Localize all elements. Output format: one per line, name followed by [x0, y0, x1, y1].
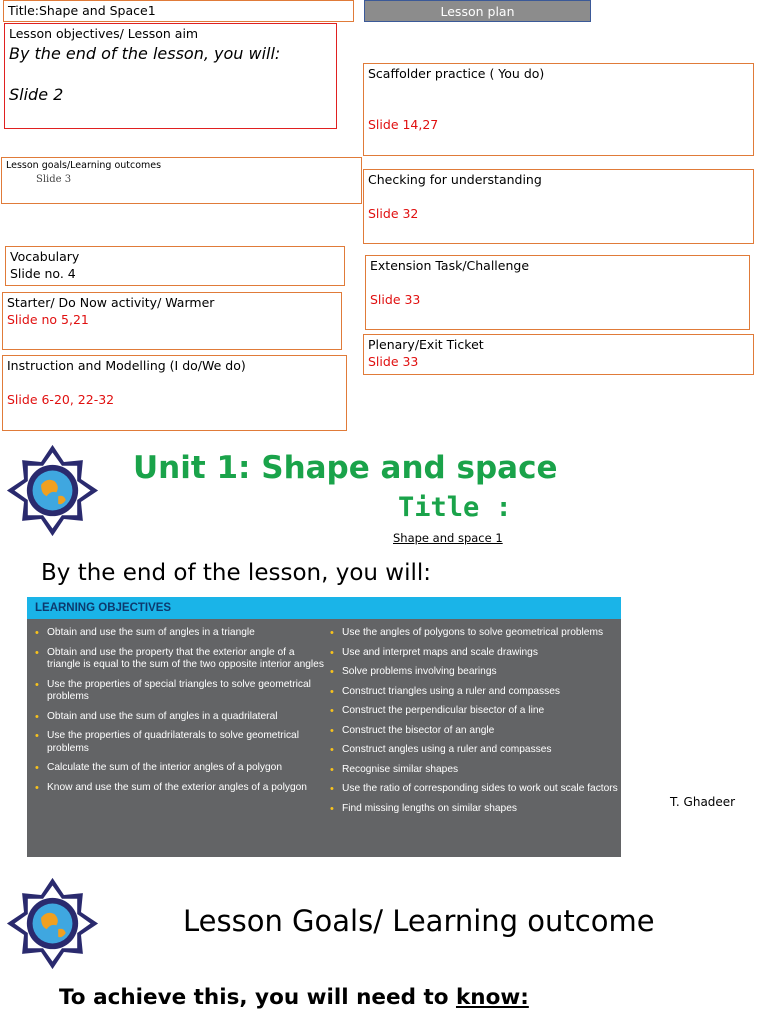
list-item: • Calculate the sum of the interior angles of a polygon	[35, 762, 325, 775]
objectives-box	[4, 23, 337, 129]
title-subtitle: Shape and space 1	[393, 531, 503, 545]
instruction-box	[2, 355, 347, 431]
extension-slide: Slide 33	[370, 291, 421, 307]
plenary-label: Plenary/Exit Ticket	[368, 337, 484, 352]
list-item: • Obtain and use the sum of angles in a triangle	[35, 627, 325, 640]
list-item: • Construct angles using a ruler and compasses	[330, 744, 618, 757]
scaffolder-label: Scaffolder practice ( You do)	[368, 66, 545, 81]
objectives-slide: Slide 2	[9, 85, 64, 105]
title-text: Title:Shape and Space1	[8, 3, 156, 18]
goals-title: Lesson Goals/ Learning outcome	[183, 904, 655, 938]
unit-title: Unit 1: Shape and space	[133, 450, 558, 486]
list-item: • Use and interpret maps and scale drawings	[330, 647, 618, 660]
list-item: • Recognise similar shapes	[330, 764, 618, 777]
objectives-line1: By the end of the lesson, you will:	[9, 43, 281, 63]
lesson-plan-button[interactable]: Lesson plan	[364, 0, 591, 22]
objectives-label: Lesson objectives/ Lesson aim	[9, 26, 199, 41]
starter-slide: Slide no 5,21	[7, 311, 89, 327]
learning-objectives-heading: LEARNING OBJECTIVES	[27, 597, 621, 619]
list-item: • Solve problems involving bearings	[330, 666, 618, 679]
goals-slide: Slide 3	[36, 173, 72, 185]
learning-objectives-panel	[27, 597, 621, 857]
scaffolder-box	[363, 63, 754, 156]
starter-box	[2, 292, 342, 350]
list-item: • Use the ratio of corresponding sides to work out scale factors	[330, 783, 618, 796]
title-box	[3, 0, 354, 22]
list-item: • Know and use the sum of the exterior angles of a polygon	[35, 782, 325, 795]
achieve-know: know:	[455, 985, 529, 1010]
list-item: • Obtain and use the sum of angles in a quadrilateral	[35, 711, 325, 724]
list-item: • Construct the bisector of an angle	[330, 725, 618, 738]
achieve-text	[59, 985, 529, 1010]
scaffolder-slide: Slide 14,27	[368, 116, 439, 132]
list-item: • Use the properties of quadrilaterals to solve geometrical problems	[35, 730, 325, 755]
list-item: • Construct the perpendicular bisector of a line	[330, 705, 618, 718]
starter-label: Starter/ Do Now activity/ Warmer	[7, 295, 215, 310]
by-end-heading: By the end of the lesson, you will:	[41, 560, 432, 586]
school-logo-icon	[5, 876, 100, 971]
checking-box	[363, 169, 754, 244]
vocabulary-box	[5, 246, 345, 286]
objectives-right-column	[330, 627, 618, 822]
extension-label: Extension Task/Challenge	[370, 258, 530, 273]
goals-box	[1, 157, 362, 204]
instruction-slide: Slide 6-20, 22-32	[7, 391, 115, 407]
school-logo-icon	[5, 443, 100, 538]
objectives-left-column	[35, 627, 325, 801]
goals-label: Lesson goals/Learning outcomes	[6, 160, 162, 171]
teacher-name: T. Ghadeer	[670, 795, 736, 809]
checking-label: Checking for understanding	[368, 172, 542, 187]
plenary-box	[363, 334, 754, 375]
instruction-label: Instruction and Modelling (I do/We do)	[7, 358, 246, 373]
vocabulary-label: Vocabulary	[10, 249, 80, 264]
list-item: • Use the angles of polygons to solve geometrical problems	[330, 627, 618, 640]
title-label: Title :	[398, 492, 512, 523]
extension-box	[365, 255, 750, 330]
vocabulary-slide: Slide no. 4	[10, 265, 76, 281]
checking-slide: Slide 32	[368, 205, 419, 221]
list-item: • Obtain and use the property that the exterior angle of a triangle is equal to the sum of the two opposite interior angles	[35, 647, 325, 672]
achieve-prefix: To achieve this, you will need to	[59, 985, 456, 1010]
list-item: • Construct triangles using a ruler and compasses	[330, 686, 618, 699]
list-item: • Use the properties of special triangles to solve geometrical problems	[35, 679, 325, 704]
plenary-slide: Slide 33	[368, 353, 419, 369]
list-item: • Find missing lengths on similar shapes	[330, 803, 618, 816]
